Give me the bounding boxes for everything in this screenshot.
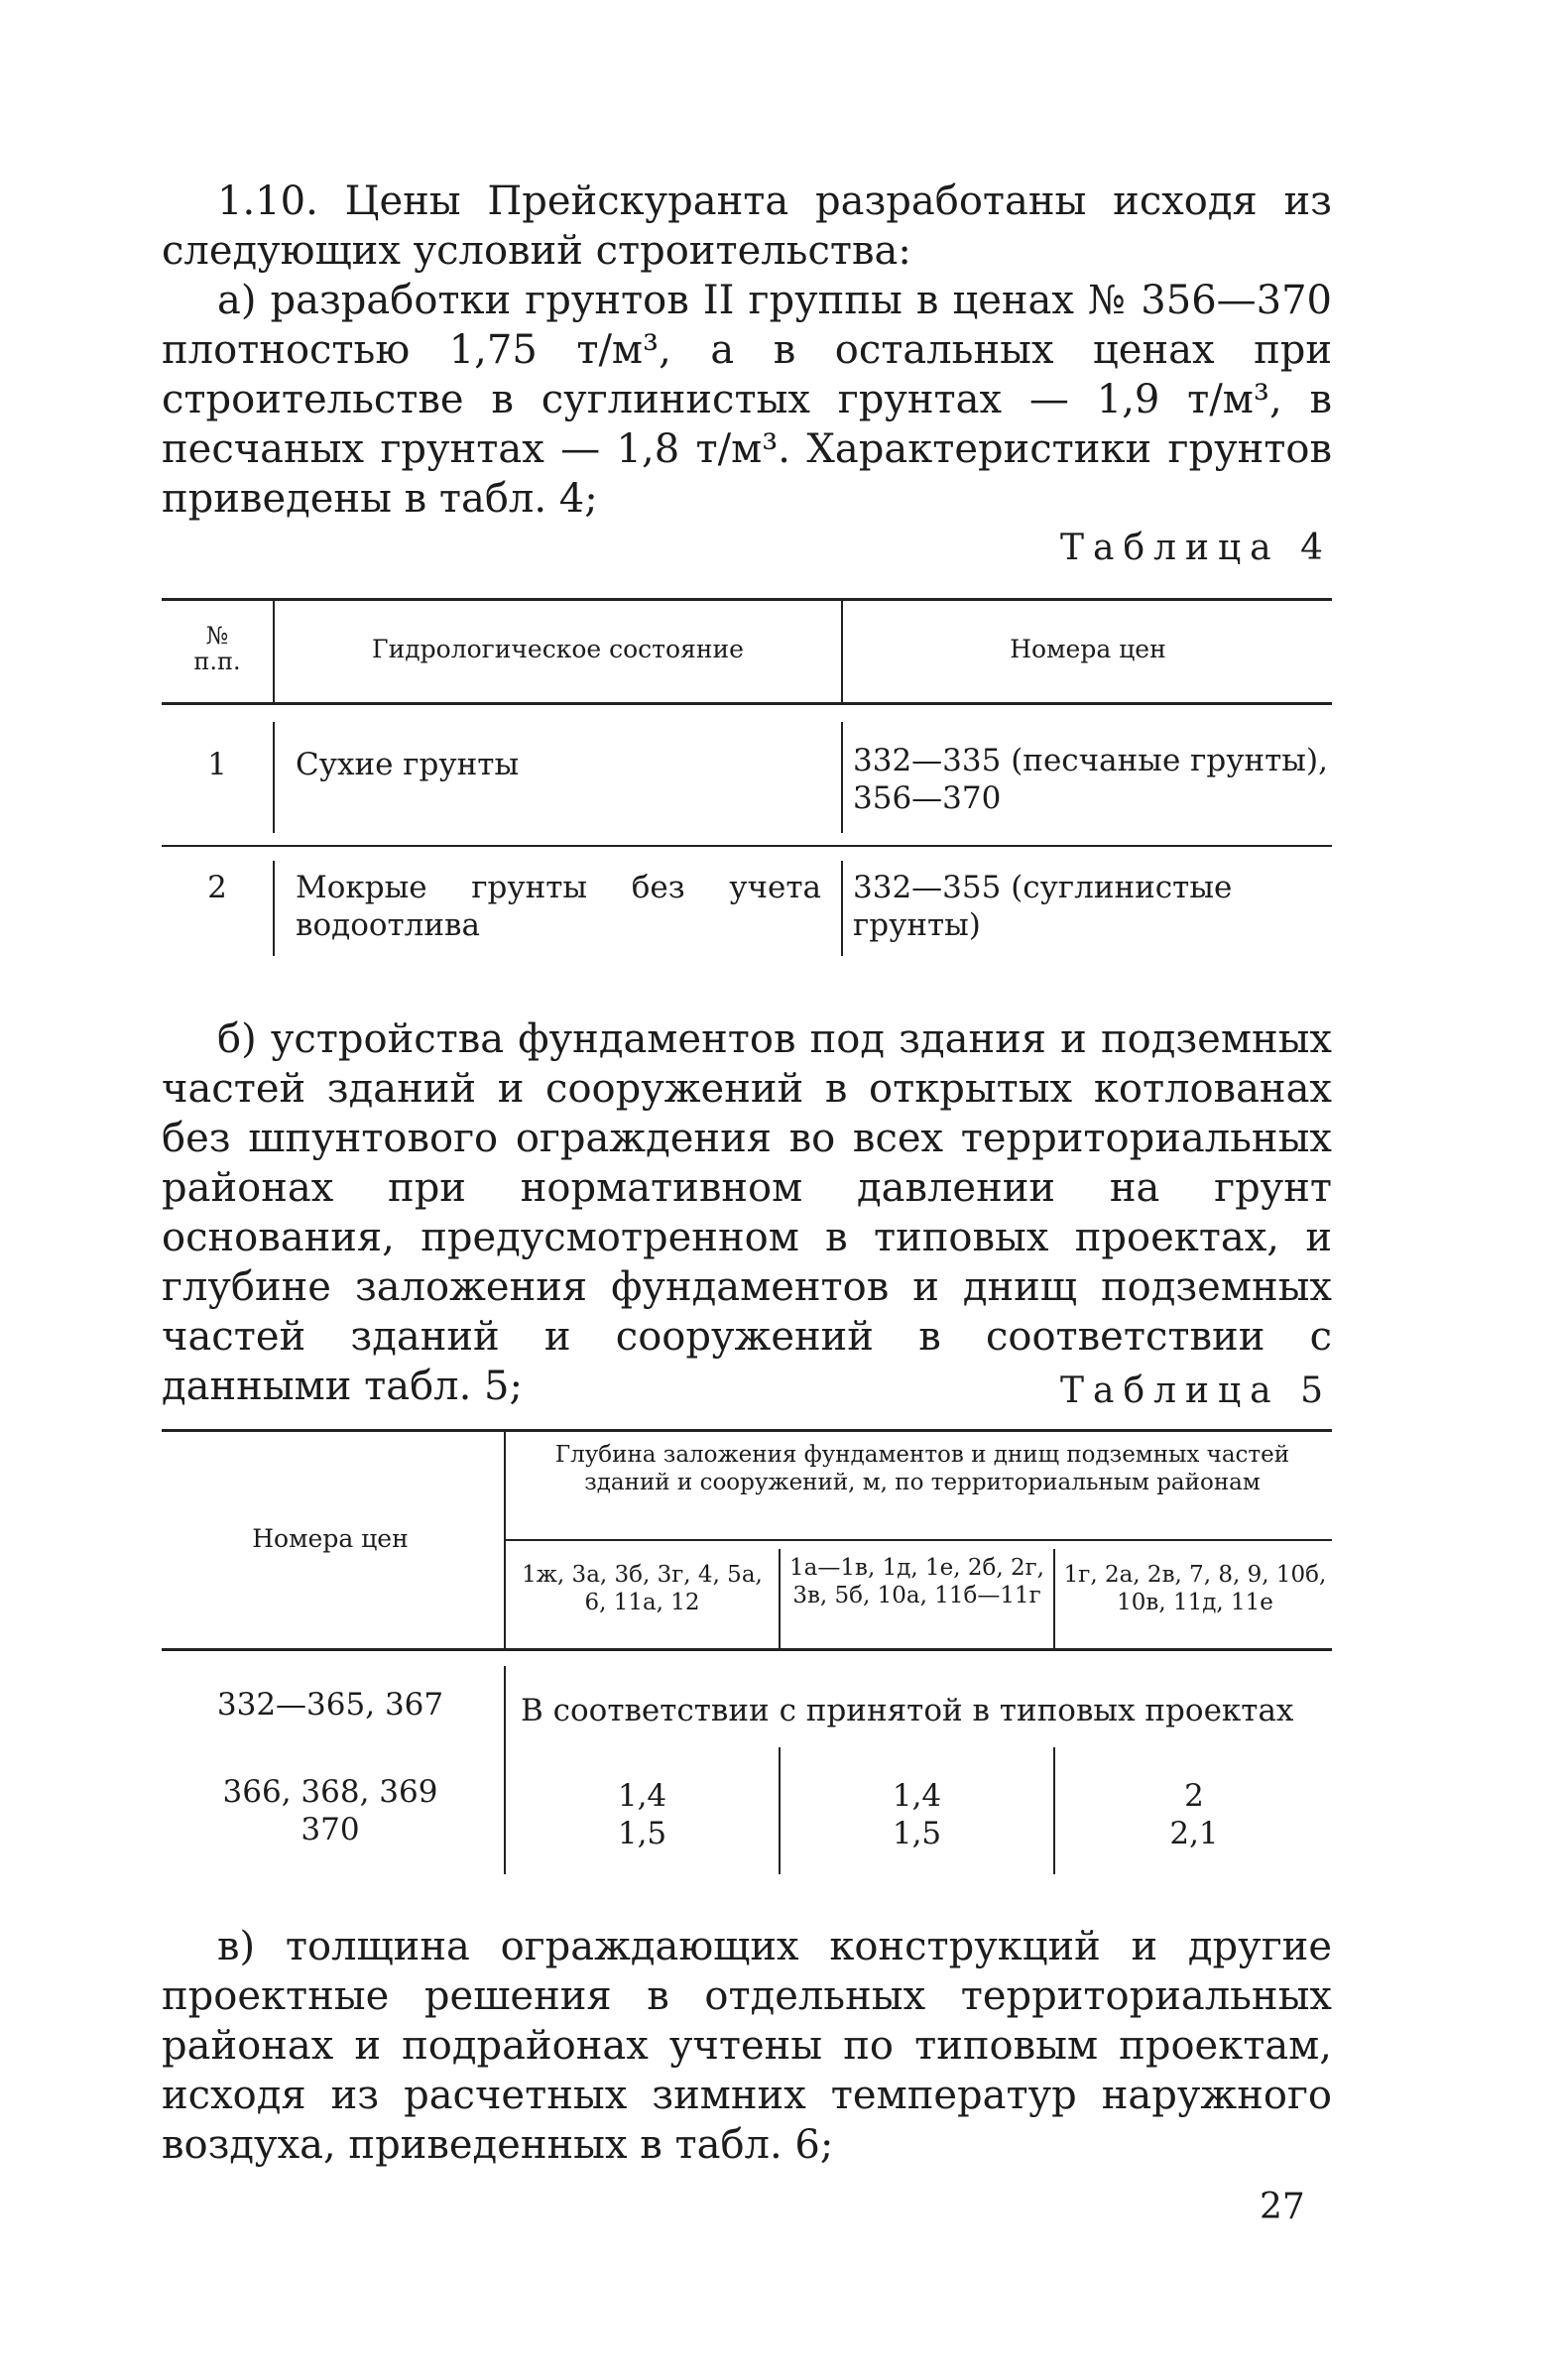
item-a <box>162 276 1332 524</box>
table4-row1-state: Сухие грунты <box>296 747 520 782</box>
table4-row1-num: 1 <box>207 747 227 782</box>
paragraph-1-10 <box>162 177 1332 276</box>
table4-row2-prices: 332—355 (суглинистые грунты) <box>853 870 1233 943</box>
item-c-text: в) толщина ограждающих конструкций и другие проектные решения в отдельных территориальных районах и подрайонах учтены по типовым проектам, исходя из расчетных зимних температур наружного воздуха, приведенных в табл. 6; <box>162 1924 1332 2168</box>
table5-header-district-1: 1ж, 3а, 3б, 3г, 4, 5а, 6, 11а, 12 <box>522 1562 763 1615</box>
table4-header-state: Гидрологическое состояние <box>372 635 744 663</box>
table5-header-district-3: 1г, 2а, 2в, 7, 8, 9, 10б, 10в, 11д, 11е <box>1063 1562 1327 1615</box>
table5-row2-prices: 366, 368, 369 370 <box>222 1774 438 1847</box>
item-a-text: а) разработки грунтов II группы в ценах № 356—370 плотностью 1,75 т/м³, а в остальных ценах при строительстве в суглинистых грунтах — 1,9 т/м³, в песчаных грунтах — 1,8 т/м³. Характеристики грунтов приведены в табл. 4; <box>162 278 1332 522</box>
table5-caption: Таблица 5 <box>1060 1370 1332 1411</box>
item-c <box>162 1922 1332 2170</box>
table5-row1-note: В соответствии с принятой в типовых проектах <box>521 1693 1294 1728</box>
item-b-text: б) устройства фундаментов под здания и подземных частей зданий и сооружений в открытых котлованах без шпунтового ограждения во всех территориальных районах при нормативном давлении на грунт основания, предусмотренном в типовых проектах, и глубине заложения фундаментов и днищ подземных частей зданий и сооружений в соответствии с данными табл. 5; <box>162 1016 1332 1409</box>
page-number: 27 <box>1260 2187 1305 2227</box>
table4-header-prices: Номера цен <box>1010 635 1166 663</box>
table4-row1-prices: 332—335 (песчаные грунты), 356—370 <box>853 743 1328 816</box>
table5-header-district-2: 1а—1в, 1д, 1е, 2б, 2г, 3в, 5б, 10а, 11б—11г <box>789 1555 1044 1608</box>
table4-row2-state: Мокрые грунты без учета водоотлива <box>296 870 821 943</box>
table4-row2-num: 2 <box>207 870 227 905</box>
table5-row2-d3: 2 2,1 <box>1169 1778 1219 1851</box>
table5-row1-prices: 332—365, 367 <box>216 1687 444 1723</box>
table5-row2-d1: 1,4 1,5 <box>617 1778 667 1851</box>
table5-header-prices: Номера цен <box>252 1524 409 1553</box>
table5-row2-d2: 1,4 1,5 <box>892 1778 942 1851</box>
section-number: 1.10. <box>217 178 318 224</box>
table4-caption: Таблица 4 <box>1060 528 1332 568</box>
table5-header-depth: Глубина заложения фундаментов и днищ подземных частей зданий и сооружений, м, по территориальным районам <box>554 1442 1290 1495</box>
item-b <box>162 1014 1332 1411</box>
section-intro: Цены Прейскуранта разработаны исходя из следующих условий строительства: <box>162 178 1332 274</box>
table4-header-num: № п.п. <box>193 622 241 675</box>
